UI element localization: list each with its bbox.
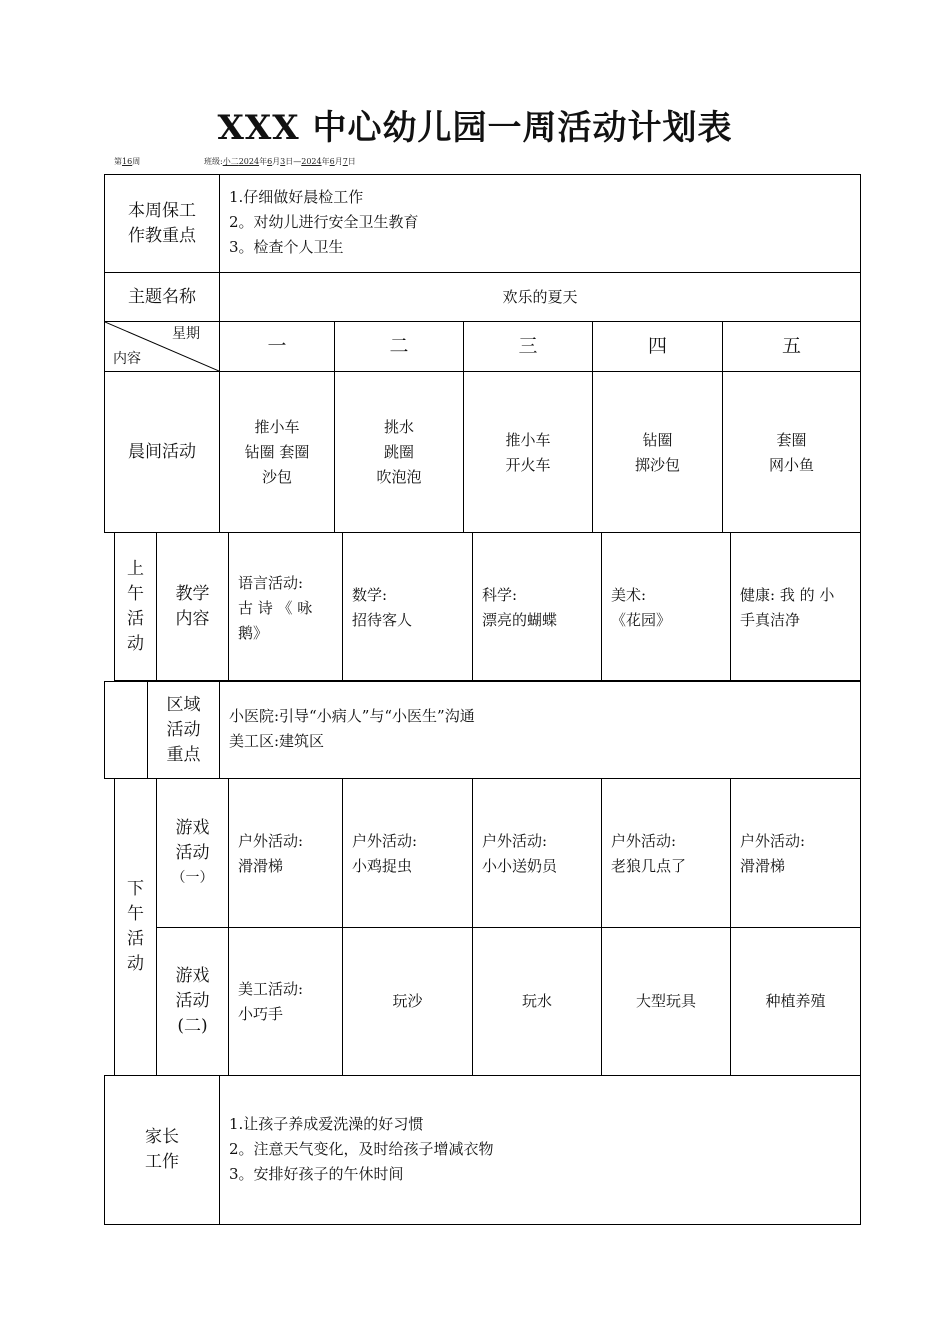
- class-date-info: 班级:小二2024年6月3日—2024年6月7日: [204, 157, 356, 166]
- morning-cell-wed: 推小车 开火车: [505, 430, 551, 474]
- area-items: [220, 682, 860, 778]
- game2-cell-thu: 大型玩具: [635, 992, 696, 1010]
- afternoon-group-label: 下 午 活 动: [127, 879, 144, 974]
- list-item: 1.让孩子养成爱洗澡的好习惯: [229, 1115, 424, 1133]
- parents-items: [220, 1076, 860, 1224]
- teaching-label: 教学 内容: [175, 584, 210, 629]
- weekday-label: 星期: [172, 326, 200, 342]
- game2-cell-fri: 种植养殖: [765, 992, 826, 1010]
- list-item: 1.仔细做好晨检工作: [229, 188, 364, 206]
- care-label: 本周保工 作教重点: [128, 200, 196, 246]
- content-label: 内容: [113, 351, 141, 367]
- page-title: XXX 中心幼儿园一周活动计划表: [217, 108, 733, 148]
- theme-label: 主题名称: [128, 286, 196, 307]
- morning-cell-tue: 挑水 跳圈 吹泡泡: [376, 418, 422, 486]
- teaching-cell-mon: 语言活动: 古 诗 《 咏 鹅》: [238, 574, 313, 642]
- area-label: 区域 活动 重点: [166, 694, 201, 765]
- game2-label: 游戏 活动 (二): [175, 966, 210, 1036]
- day-header: 五: [781, 335, 801, 357]
- list-item: 美工区:建筑区: [229, 732, 325, 750]
- teaching-cell-fri: 健康: 我 的 小 手真洁净: [740, 586, 835, 629]
- teaching-cell-thu: 美术: 《花园》: [611, 586, 672, 629]
- morning-cell-mon: 推小车 钻圈 套圈 沙包: [244, 418, 310, 486]
- teaching-cell-tue: 数学: 招待客人: [352, 586, 413, 629]
- game1-cell-mon: 户外活动: 滑滑梯: [238, 832, 304, 875]
- list-item: 小医院:引导“小病人”与“小医生”沟通: [229, 707, 475, 725]
- day-header: 二: [389, 335, 409, 357]
- day-header: 一: [267, 335, 287, 357]
- list-item: 2。注意天气变化，及时给孩子增减衣物: [229, 1140, 494, 1158]
- game1-cell-tue: 户外活动: 小鸡捉虫: [352, 832, 418, 875]
- morning-label: 晨间活动: [128, 442, 196, 462]
- teaching-cell-wed: 科学: 漂亮的蝴蝶: [482, 586, 558, 629]
- morning-cell-thu: 钻圈 掷沙包: [634, 430, 680, 474]
- day-header: 四: [647, 335, 667, 357]
- list-item: 2。对幼儿进行安全卫生教育: [229, 213, 419, 231]
- game1-cell-fri: 户外活动: 滑滑梯: [740, 832, 806, 875]
- theme-value: 欢乐的夏天: [502, 287, 578, 306]
- morning-cell-fri: 套圈 网小鱼: [768, 430, 814, 474]
- day-header: 三: [518, 335, 538, 357]
- game1-cell-wed: 户外活动: 小小送奶员: [482, 832, 558, 875]
- parents-label: 家长 工作: [145, 1127, 179, 1172]
- game2-cell-wed: 玩水: [521, 992, 552, 1010]
- game1-cell-thu: 户外活动: 老狼几点了: [611, 832, 687, 875]
- game2-cell-mon: 美工活动: 小巧手: [238, 980, 304, 1023]
- list-item: 3。安排好孩子的午休时间: [229, 1165, 404, 1183]
- care-items: [220, 175, 860, 272]
- list-item: 3。检查个人卫生: [229, 238, 344, 256]
- game2-cell-tue: 玩沙: [392, 992, 423, 1010]
- game1-label: 游戏 活动 （一）: [171, 817, 214, 886]
- forenoon-group-label: 上 午 活 动: [127, 559, 144, 654]
- week-info: 第16周: [114, 157, 141, 166]
